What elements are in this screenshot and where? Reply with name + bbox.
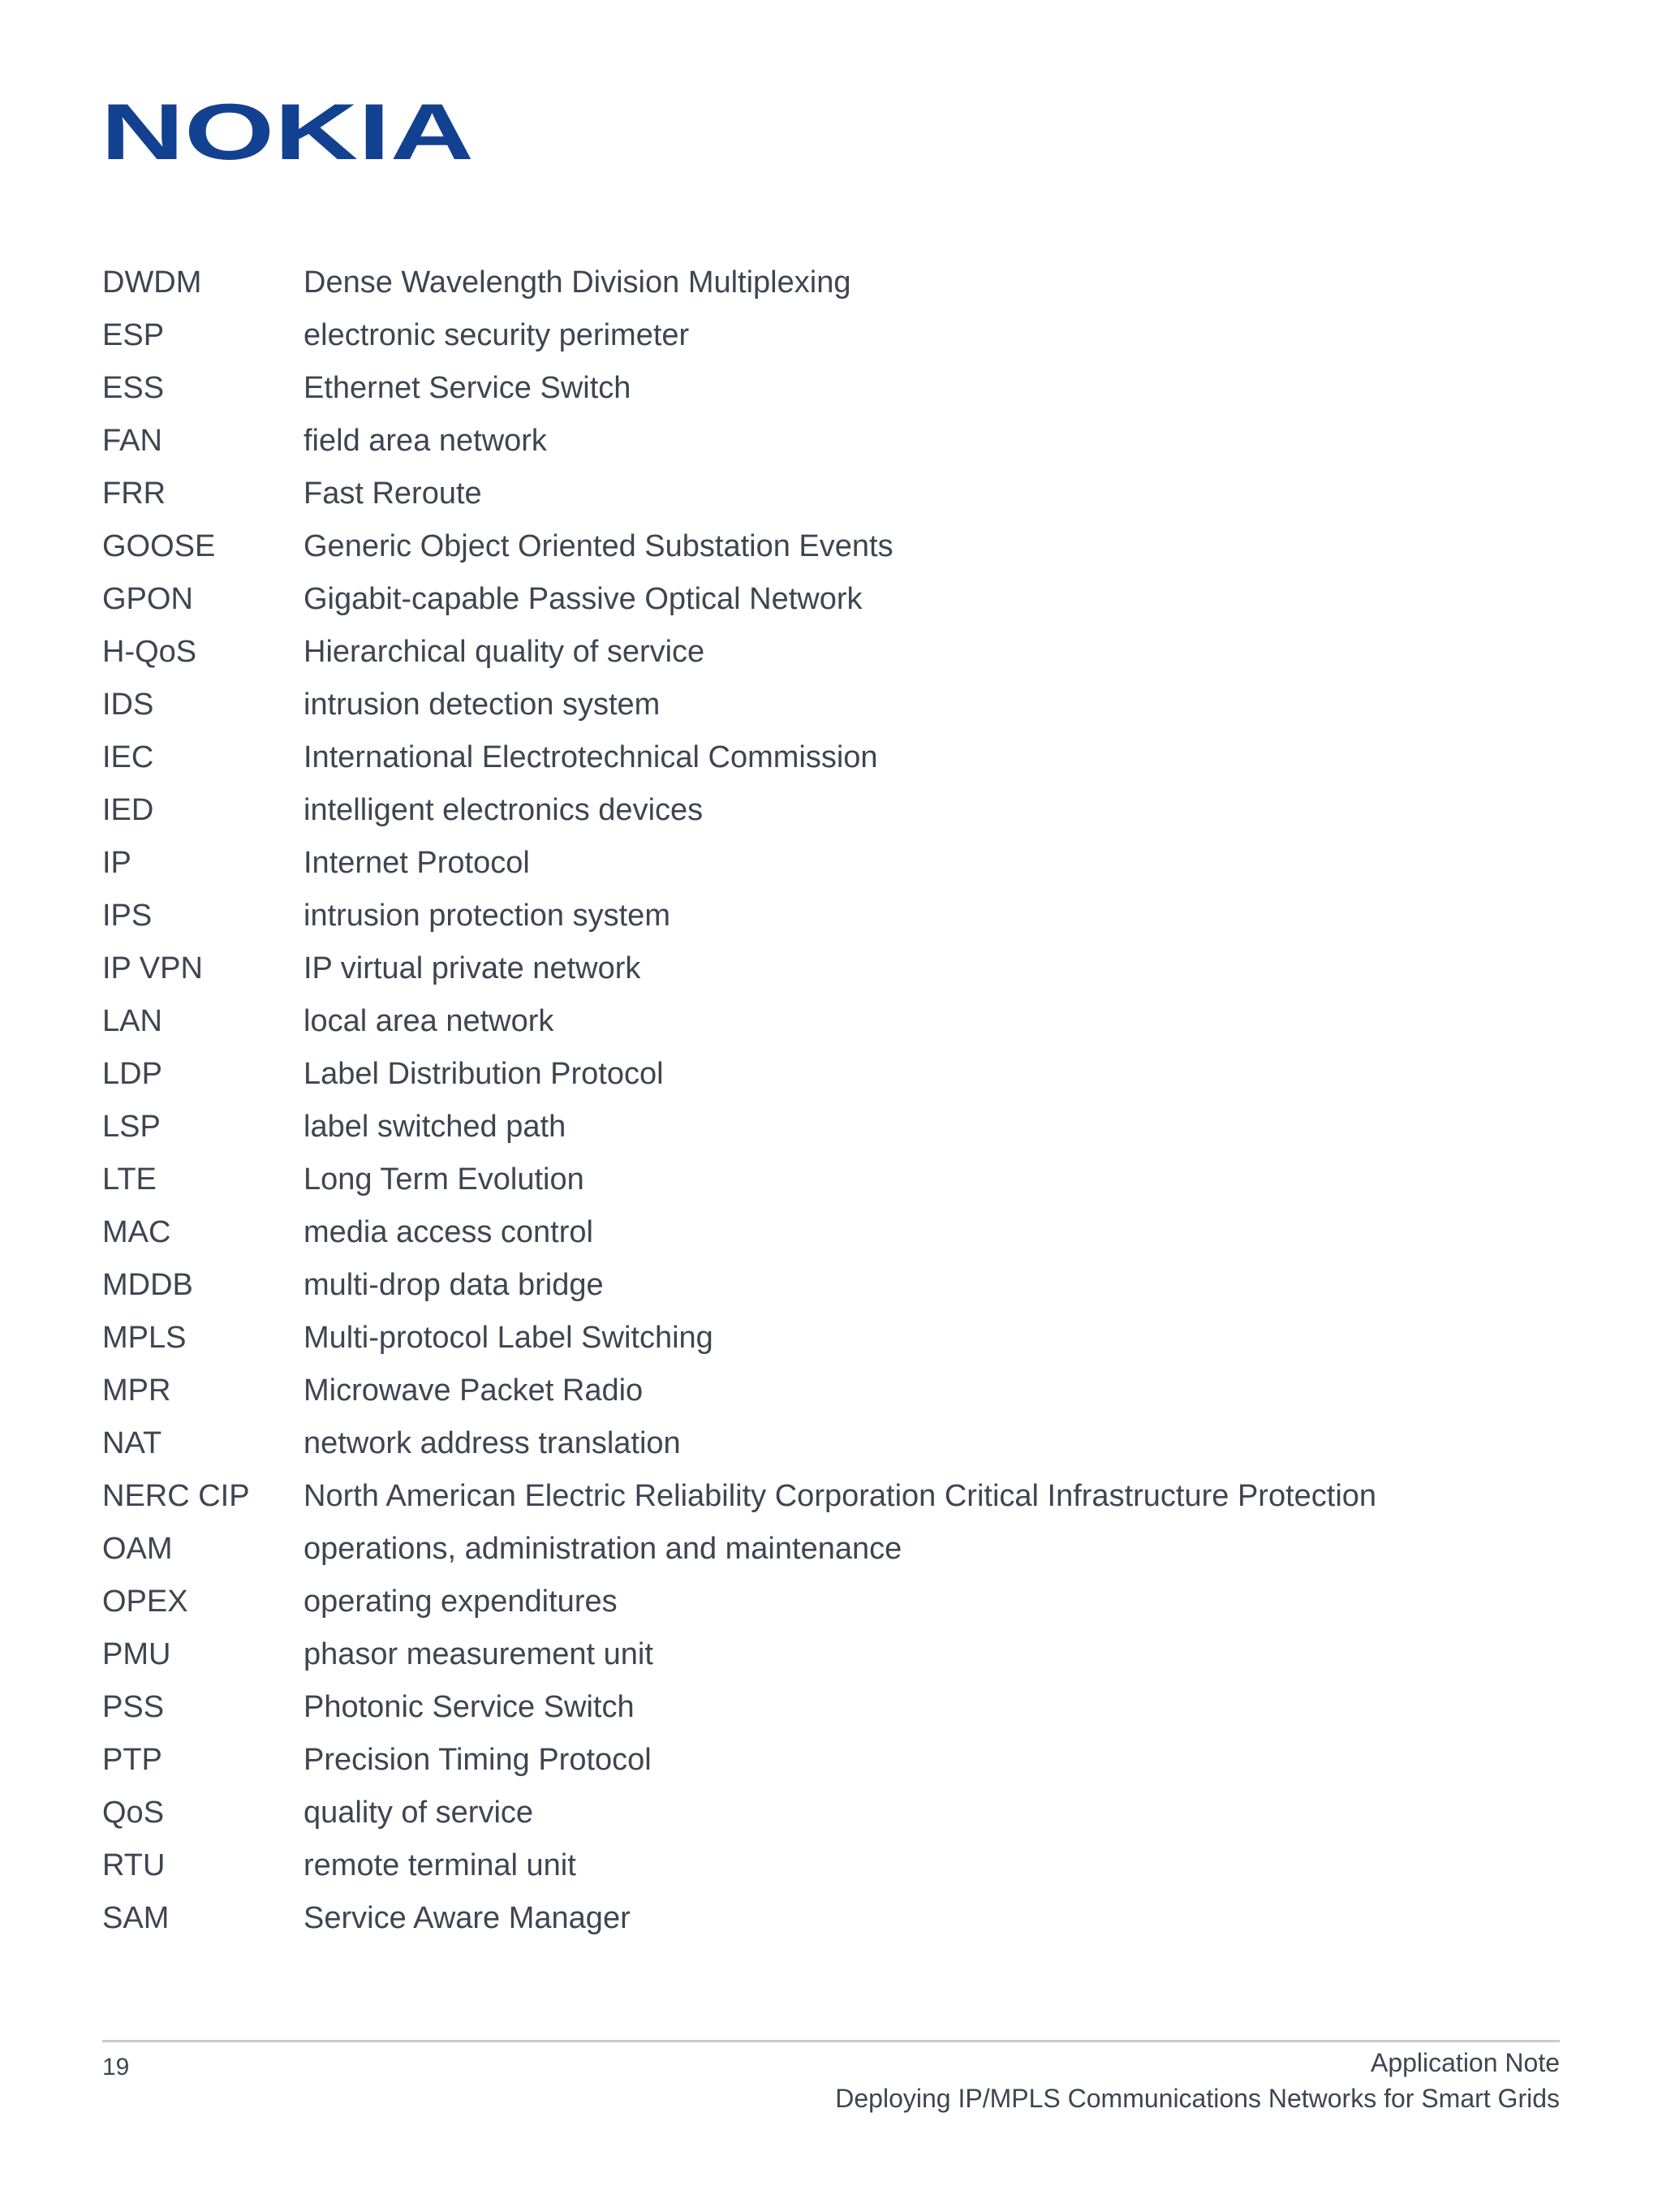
glossary-term: H-QoS [102, 635, 197, 669]
glossary-definition: operating expenditures [304, 1585, 618, 1619]
glossary-row [102, 523, 1563, 576]
glossary-term: MDDB [102, 1268, 193, 1302]
glossary-row [102, 1209, 1563, 1261]
glossary-term: PMU [102, 1637, 171, 1671]
glossary-term: RTU [102, 1848, 166, 1882]
glossary-term: IP [102, 846, 131, 880]
document-type: Application Note [1370, 2048, 1560, 2077]
glossary-row [102, 1314, 1563, 1367]
glossary-row [102, 1578, 1563, 1631]
glossary-row [102, 417, 1563, 470]
glossary-definition: Photonic Service Switch [304, 1690, 635, 1724]
glossary-term: IPS [102, 899, 153, 933]
glossary-row [102, 1473, 1563, 1525]
glossary-term: NERC CIP [102, 1479, 250, 1513]
glossary-term: NAT [102, 1426, 162, 1460]
glossary-definition: Gigabit-capable Passive Optical Network [304, 582, 863, 616]
nokia-logo [101, 99, 474, 162]
glossary-definition: North American Electric Reliability Corporation Critical Infrastructure Protection [304, 1479, 1377, 1513]
glossary-definition: electronic security perimeter [304, 318, 690, 352]
glossary-definition: network address translation [304, 1426, 681, 1460]
glossary-row [102, 259, 1563, 312]
glossary-row [102, 1420, 1563, 1473]
glossary-definition: Label Distribution Protocol [304, 1057, 664, 1091]
glossary-row [102, 1736, 1563, 1789]
glossary-row [102, 1842, 1563, 1895]
glossary-term: FAN [102, 424, 162, 458]
glossary-definition: multi-drop data bridge [304, 1268, 604, 1302]
glossary-term: FRR [102, 476, 166, 511]
glossary-row [102, 998, 1563, 1050]
glossary-definition: intrusion detection system [304, 688, 661, 722]
glossary-row [102, 470, 1563, 523]
glossary-term: PTP [102, 1743, 162, 1777]
glossary-definition: International Electrotechnical Commission [304, 740, 878, 774]
glossary-term: ESP [102, 318, 165, 352]
glossary-definition: field area network [304, 424, 547, 458]
glossary-term: IED [102, 793, 154, 827]
glossary-row [102, 681, 1563, 734]
glossary-definition: Precision Timing Protocol [304, 1743, 652, 1777]
glossary-definition: Generic Object Oriented Substation Events [304, 529, 893, 563]
glossary-row [102, 1895, 1563, 1947]
glossary-row [102, 1261, 1563, 1314]
glossary-row [102, 1631, 1563, 1684]
glossary-term: GOOSE [102, 529, 216, 563]
glossary-row [102, 1156, 1563, 1209]
glossary-list [102, 259, 1563, 1947]
glossary-definition: media access control [304, 1215, 593, 1249]
glossary-definition: Long Term Evolution [304, 1162, 584, 1197]
glossary-term: OPEX [102, 1585, 188, 1619]
glossary-row [102, 1789, 1563, 1842]
glossary-definition: remote terminal unit [304, 1848, 576, 1882]
glossary-definition: Service Aware Manager [304, 1901, 631, 1935]
glossary-definition: Multi-protocol Label Switching [304, 1321, 713, 1355]
glossary-term: IDS [102, 688, 154, 722]
glossary-definition: Hierarchical quality of service [304, 635, 705, 669]
glossary-definition: IP virtual private network [304, 951, 641, 985]
glossary-row [102, 312, 1563, 364]
glossary-term: DWDM [102, 265, 202, 300]
glossary-row [102, 1103, 1563, 1156]
glossary-row [102, 1684, 1563, 1736]
glossary-row [102, 1367, 1563, 1420]
glossary-row [102, 892, 1563, 945]
glossary-definition: Microwave Packet Radio [304, 1373, 644, 1408]
footer-divider [102, 2040, 1560, 2042]
glossary-term: OAM [102, 1532, 173, 1566]
glossary-definition: Ethernet Service Switch [304, 371, 631, 405]
glossary-row [102, 945, 1563, 998]
glossary-definition: intrusion protection system [304, 899, 670, 933]
glossary-term: ESS [102, 371, 165, 405]
glossary-term: LDP [102, 1057, 162, 1091]
glossary-row [102, 364, 1563, 417]
glossary-definition: phasor measurement unit [304, 1637, 653, 1671]
glossary-term: PSS [102, 1690, 165, 1724]
glossary-row [102, 787, 1563, 839]
document-title: Deploying IP/MPLS Communications Networks for Smart Grids [835, 2084, 1560, 2113]
glossary-term: IEC [102, 740, 154, 774]
glossary-term: MPLS [102, 1321, 187, 1355]
glossary-row [102, 839, 1563, 892]
glossary-definition: intelligent electronics devices [304, 793, 704, 827]
glossary-row [102, 1525, 1563, 1578]
glossary-term: MAC [102, 1215, 171, 1249]
glossary-term: GPON [102, 582, 193, 616]
glossary-term: LSP [102, 1110, 161, 1144]
footer-document-info [835, 2045, 1560, 2116]
glossary-definition: Fast Reroute [304, 476, 482, 511]
svg-text:NOKIA: NOKIA [101, 99, 474, 162]
page-number: 19 [102, 2054, 130, 2080]
glossary-definition: Dense Wavelength Division Multiplexing [304, 265, 851, 300]
glossary-row [102, 1050, 1563, 1103]
glossary-term: IP VPN [102, 951, 203, 985]
glossary-definition: Internet Protocol [304, 846, 530, 880]
glossary-definition: quality of service [304, 1796, 534, 1830]
glossary-term: QoS [102, 1796, 165, 1830]
glossary-definition: local area network [304, 1004, 554, 1038]
glossary-row [102, 628, 1563, 681]
glossary-term: SAM [102, 1901, 170, 1935]
glossary-definition: operations, administration and maintenance [304, 1532, 902, 1566]
glossary-row [102, 576, 1563, 628]
glossary-row [102, 734, 1563, 787]
glossary-definition: label switched path [304, 1110, 566, 1144]
glossary-term: LTE [102, 1162, 157, 1197]
glossary-term: LAN [102, 1004, 162, 1038]
glossary-term: MPR [102, 1373, 171, 1408]
